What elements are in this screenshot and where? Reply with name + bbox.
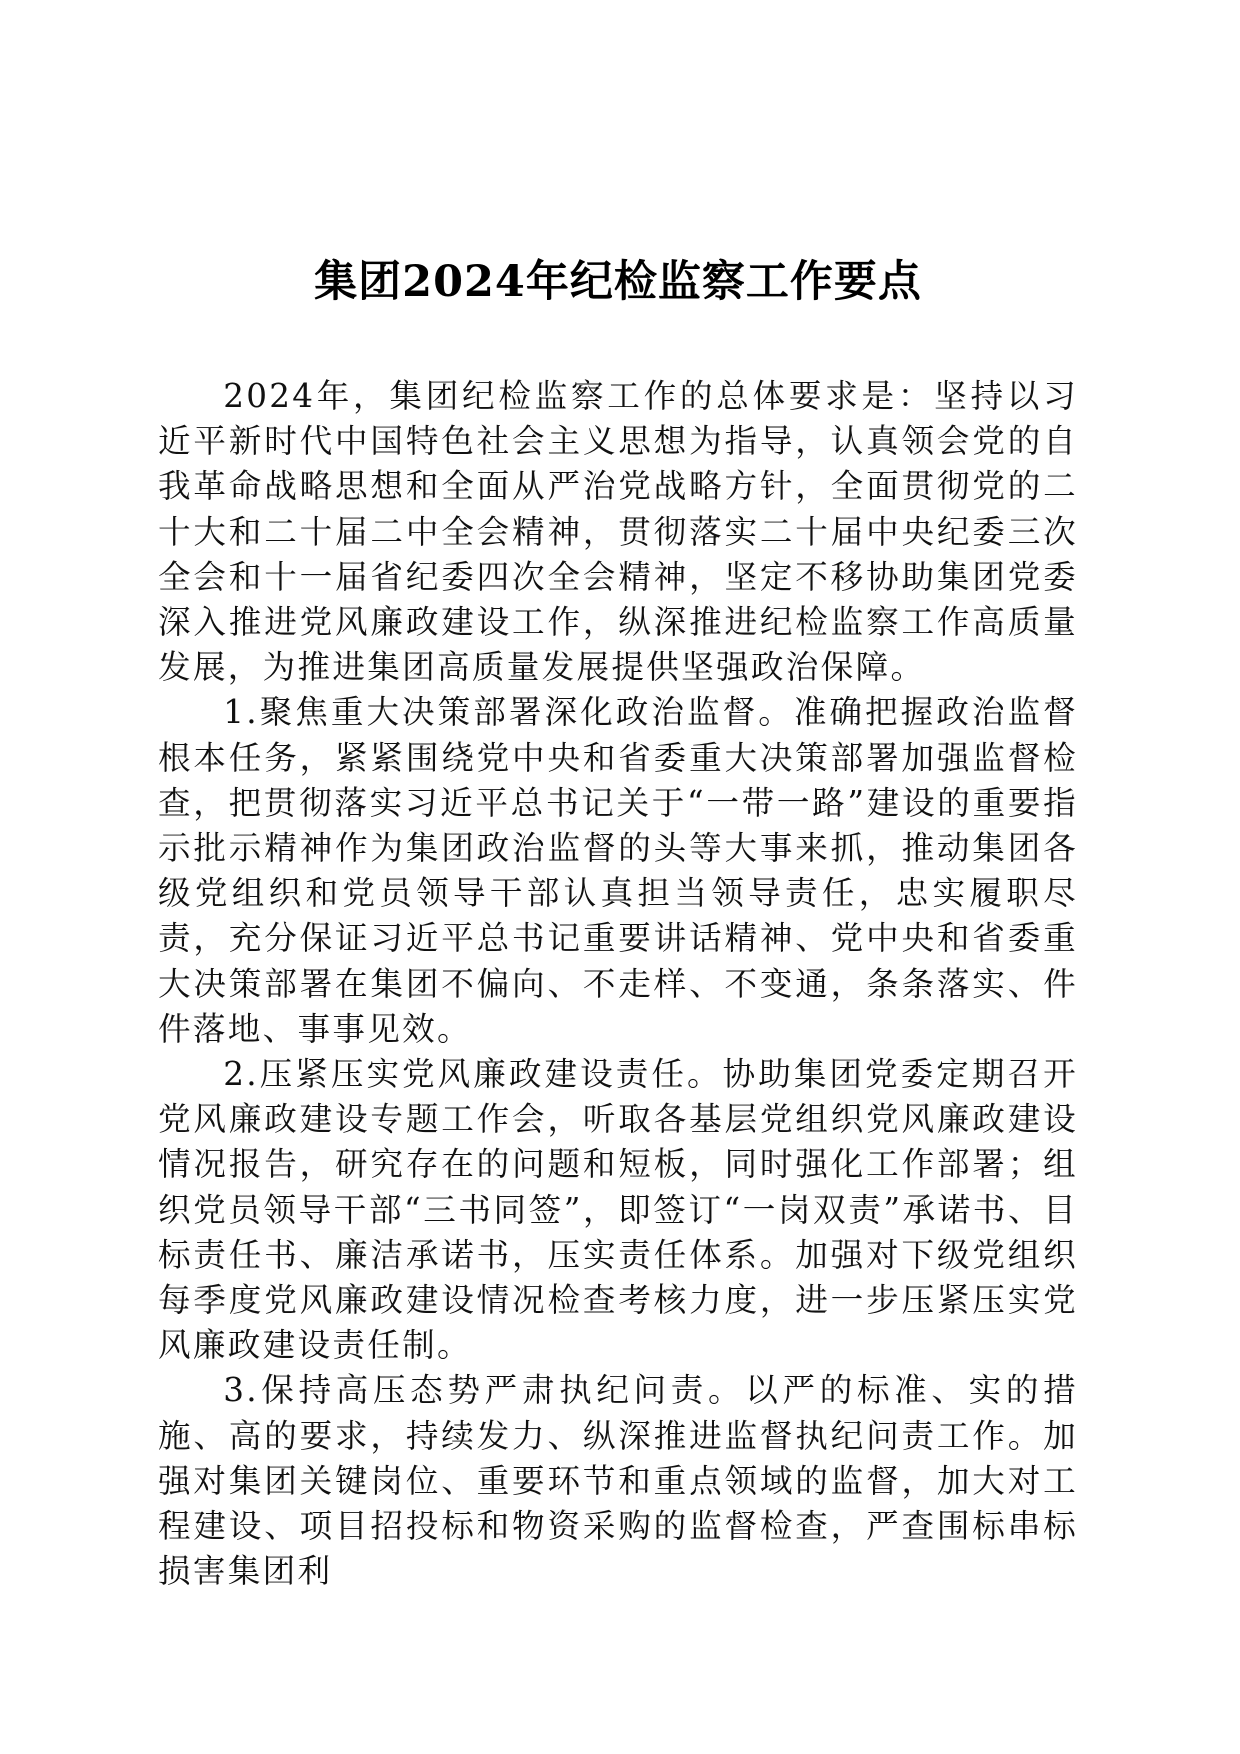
paragraph-item-2: 2.压紧压实党风廉政建设责任。协助集团党委定期召开党风廉政建设专题工作会，听取各基层党组织党风廉政建设情况报告，研究存在的问题和短板，同时强化工作部署；组织党员领导干部“三书同签”，即签订“一岗双责”承诺书、目标责任书、廉洁承诺书，压实责任体系。加强对下级党组织每季度党风廉政建设情况检查考核力度，进一步压紧压实党风廉政建设责任制。: [158, 1055, 1078, 1365]
paragraph-intro: 2024年，集团纪检监察工作的总体要求是：坚持以习近平新时代中国特色社会主义思想为指导，认真领会党的自我革命战略思想和全面从严治党战略方针，全面贯彻党的二十大和二十届二中全会精神，贯彻落实二十届中央纪委三次全会和十一届省纪委四次全会精神，坚定不移协助集团党委深入推进党风廉政建设工作，纵深推进纪检监察工作高质量发展，为推进集团高质量发展提供坚强政治保障。: [158, 377, 1078, 687]
document-title: 集团2024年纪检监察工作要点: [314, 257, 922, 307]
paragraph-item-3: 3.保持高压态势严肃执纪问责。以严的标准、实的措施、高的要求，持续发力、纵深推进监督执纪问责工作。加强对集团关键岗位、重要环节和重点领域的监督，加大对工程建设、项目招投标和物资采购的监督检查，严查围标串标损害集团利: [158, 1371, 1078, 1591]
paragraph-item-1: 1.聚焦重大决策部署深化政治监督。准确把握政治监督根本任务，紧紧围绕党中央和省委重大决策部署加强监督检查，把贯彻落实习近平总书记关于“一带一路”建设的重要指示批示精神作为集团政治监督的头等大事来抓，推动集团各级党组织和党员领导干部认真担当领导责任，忠实履职尽责，充分保证习近平总书记重要讲话精神、党中央和省委重大决策部署在集团不偏向、不走样、不变通，条条落实、件件落地、事事见效。: [158, 693, 1078, 1048]
document-body: [158, 374, 1078, 1594]
